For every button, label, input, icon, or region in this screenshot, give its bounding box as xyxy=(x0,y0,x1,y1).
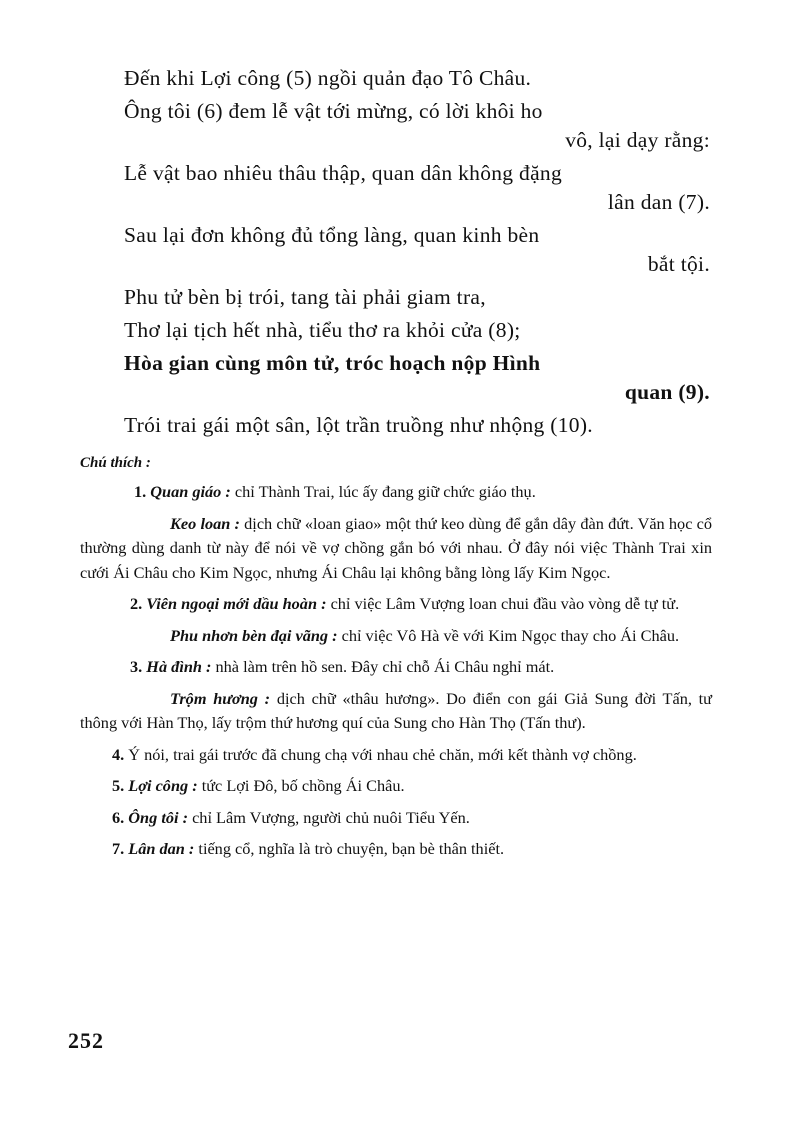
poem-line-text: Trói trai gái một sân, lột trần truồng như nhộng (10). xyxy=(124,413,593,437)
note-text: chỉ Lâm Vượng, người chủ nuôi Tiểu Yến. xyxy=(188,807,470,827)
poem-line-continuation: lân dan (7). xyxy=(607,190,710,214)
note-term: Lân dan : xyxy=(128,839,195,858)
note-text: chỉ Thành Trai, lúc ấy đang giữ chức giáo thụ. xyxy=(230,482,536,501)
poem-line-text: Lễ vật bao nhiêu thâu thập, quan dân không đặng xyxy=(124,161,563,185)
poem-block xyxy=(124,64,724,444)
note-text: Ý nói, trai gái trước đã chung chạ với nhau chẻ chăn, mới kết thành vợ chồng. xyxy=(128,744,637,764)
note-term: Keo loan : xyxy=(170,513,240,533)
note-term: Phu nhơn bèn đại vãng : xyxy=(170,625,338,645)
note-text: tiếng cổ, nghĩa là trò chuyện, bạn bè thân thiết. xyxy=(194,839,505,858)
note-item xyxy=(80,806,712,831)
poem-line-text: Ông tôi (6) đem lễ vật tới mừng, có lời khôi ho xyxy=(124,99,543,123)
note-item xyxy=(80,655,712,680)
poem-line xyxy=(124,97,724,155)
poem-line-text: Thơ lại tịch hết nhà, tiểu thơ ra khỏi cửa (8); xyxy=(124,318,521,342)
note-item xyxy=(80,687,712,736)
note-number: 1. xyxy=(134,482,147,501)
poem-line xyxy=(124,411,724,440)
poem-line-text: Đến khi Lợi công (5) ngồi quản đạo Tô Châu. xyxy=(124,66,532,90)
page-number: 252 xyxy=(68,1028,104,1053)
note-item xyxy=(80,743,712,768)
note-term: Lợi công : xyxy=(128,776,198,795)
note-text: chỉ việc Vô Hà về với Kim Ngọc thay cho Ái Châu. xyxy=(337,625,680,645)
poem-line-continuation: bắt tội. xyxy=(647,252,710,276)
poem-line-text: Hòa gian cùng môn tử, tróc hoạch nộp Hình xyxy=(124,351,541,375)
note-number: 2. xyxy=(130,594,143,613)
poem-line-text: Sau lại đơn không đủ tổng làng, quan kinh bèn xyxy=(124,223,540,247)
note-number: 4. xyxy=(112,744,125,764)
note-text: dịch chữ «loan giao» một thứ keo dùng để gắn dây đàn đứt. Văn học cổ thường dùng danh từ này để nói về vợ chồng gắn bó với nhau. Ở đây nói việc Thành Trai xin cưới Ái Châu cho Kim Ngọc, nhưng Ái Châu lại không bằng lòng lấy Kim Ngọc. xyxy=(80,513,713,582)
poem-line xyxy=(124,316,724,345)
poem-line xyxy=(124,64,724,93)
note-number: 6. xyxy=(112,807,125,827)
note-item xyxy=(80,592,712,617)
poem-line-continuation: vô, lại dạy rằng: xyxy=(565,128,710,152)
note-item xyxy=(80,480,712,505)
poem-line xyxy=(124,159,724,217)
poem-line-text: Phu tử bèn bị trói, tang tài phải giam tra, xyxy=(124,285,486,309)
note-text: chỉ việc Lâm Vượng loan chui đầu vào vòng dễ tự tử. xyxy=(326,594,680,613)
notes-block xyxy=(80,480,712,869)
note-text: tức Lợi Đô, bố chồng Ái Châu. xyxy=(197,776,405,795)
note-item xyxy=(80,624,712,649)
poem-line xyxy=(124,221,724,279)
note-number: 3. xyxy=(130,657,143,676)
poem-line xyxy=(124,283,724,312)
note-term: Hà đình : xyxy=(146,657,212,676)
note-item xyxy=(80,774,712,799)
note-text: nhà làm trên hồ sen. Đây chỉ chỗ Ái Châu nghỉ mát. xyxy=(211,657,555,676)
notes-title: Chú thích : xyxy=(80,455,151,471)
note-term: Quan giáo : xyxy=(150,482,231,501)
note-text: dịch chữ «thâu hương». Do điển con gái Giả Sung đời Tấn, tư thông với Hàn Thọ, lấy trộm thứ hương quí của Sung cho Hàn Thọ (Tấn thư). xyxy=(80,688,712,732)
note-term: Ông tôi : xyxy=(128,807,189,827)
poem-line-continuation: quan (9). xyxy=(624,380,710,404)
note-item xyxy=(80,512,712,586)
note-term: Viên ngoại mới dầu hoàn : xyxy=(146,594,327,613)
note-item xyxy=(80,837,712,862)
poem-line xyxy=(124,349,724,407)
note-number: 7. xyxy=(112,839,125,858)
note-number: 5. xyxy=(112,776,125,795)
note-term: Trộm hương : xyxy=(170,688,271,708)
